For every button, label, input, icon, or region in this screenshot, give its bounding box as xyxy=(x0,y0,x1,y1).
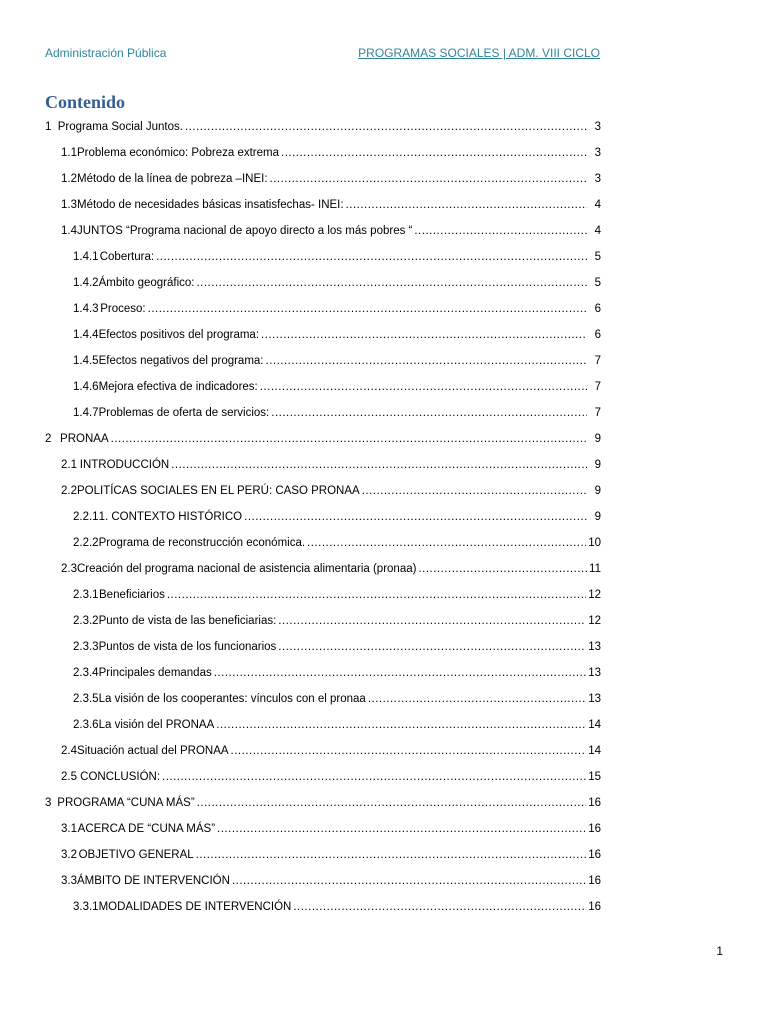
toc-entry[interactable] xyxy=(45,660,601,686)
toc-entry-page: 7 xyxy=(594,407,601,419)
toc-entry[interactable] xyxy=(45,296,601,322)
toc-entry-page: 4 xyxy=(594,225,601,237)
toc-entry-number: 2.2.1 xyxy=(73,511,99,523)
toc-entry-page: 13 xyxy=(588,641,601,653)
toc-dot-leader xyxy=(196,270,587,296)
toc-entry-text[interactable]: ACERCA DE “CUNA MÁS” xyxy=(77,823,216,835)
toc-entry[interactable] xyxy=(45,582,601,608)
toc-dot-leader xyxy=(271,400,587,426)
toc-entry-text[interactable]: Efectos positivos del programa: xyxy=(98,329,260,341)
toc-entry[interactable] xyxy=(45,348,601,374)
toc-entry-text[interactable]: Mejora efectiva de indicadores: xyxy=(98,381,258,393)
toc-entry[interactable] xyxy=(45,114,601,140)
toc-entry-number: 2.2.2 xyxy=(73,537,99,549)
toc-dot-leader xyxy=(266,348,587,374)
toc-entry[interactable] xyxy=(45,166,601,192)
toc-entry[interactable] xyxy=(45,738,601,764)
toc-entry-page: 16 xyxy=(588,849,601,861)
toc-entry-text[interactable]: La visión del PRONAA xyxy=(98,719,215,731)
toc-dot-leader xyxy=(171,452,587,478)
toc-entry-text[interactable]: Beneficiarios xyxy=(99,589,165,601)
toc-entry-text[interactable]: La visión de los cooperantes: vínculos con el pronaa xyxy=(98,693,366,705)
toc-dot-leader xyxy=(185,114,587,140)
toc-entry-text[interactable]: Principales demandas xyxy=(98,667,212,679)
toc-entry-page: 3 xyxy=(594,173,601,185)
toc-entry-number: 3.1 xyxy=(61,823,77,835)
toc-entry-text[interactable]: PROGRAMA “CUNA MÁS” xyxy=(57,797,195,809)
header-left: Administración Pública xyxy=(45,46,167,60)
toc-entry-page: 5 xyxy=(594,251,601,263)
toc-entry-text[interactable]: ÁMBITO DE INTERVENCIÓN xyxy=(77,875,230,887)
toc-entry-text[interactable]: JUNTOS “Programa nacional de apoyo directo a los más pobres “ xyxy=(77,225,413,237)
toc-dot-leader xyxy=(270,166,587,192)
table-of-contents xyxy=(45,114,601,920)
toc-entry-text[interactable]: INTRODUCCIÓN xyxy=(79,459,170,471)
toc-dot-leader xyxy=(214,660,586,686)
toc-entry-page: 14 xyxy=(588,745,601,757)
toc-entry[interactable] xyxy=(45,452,601,478)
toc-entry-text[interactable]: MODALIDADES DE INTERVENCIÓN xyxy=(98,901,292,913)
toc-entry[interactable] xyxy=(45,634,601,660)
toc-entry-text[interactable]: Cobertura: xyxy=(99,251,155,263)
toc-dot-leader xyxy=(196,842,587,868)
toc-entry-number: 2.3 xyxy=(61,563,77,575)
toc-dot-leader xyxy=(261,322,587,348)
toc-dot-leader xyxy=(111,426,587,452)
toc-entry-number: 3.3.1 xyxy=(73,901,99,913)
toc-entry[interactable] xyxy=(45,842,601,868)
toc-entry-page: 3 xyxy=(594,147,601,159)
toc-entry-text[interactable]: Método de la línea de pobreza –INEI: xyxy=(77,173,268,185)
toc-entry-number: 3 xyxy=(45,797,52,809)
toc-dot-leader xyxy=(232,868,586,894)
toc-entry[interactable] xyxy=(45,374,601,400)
toc-dot-leader xyxy=(260,374,587,400)
toc-entry-page: 10 xyxy=(588,537,601,549)
toc-entry-number: 3.3 xyxy=(61,875,77,887)
toc-entry-number: 2.3.3 xyxy=(73,641,99,653)
toc-entry-number: 1.4.7 xyxy=(73,407,99,419)
toc-dot-leader xyxy=(418,556,587,582)
toc-entry-text[interactable]: Creación del programa nacional de asistencia alimentaria (pronaa) xyxy=(77,563,417,575)
toc-entry[interactable] xyxy=(45,608,601,634)
toc-entry-page: 13 xyxy=(588,693,601,705)
page-number: 1 xyxy=(716,944,723,958)
toc-entry-page: 4 xyxy=(594,199,601,211)
toc-entry[interactable] xyxy=(45,270,601,296)
toc-entry-page: 16 xyxy=(588,875,601,887)
toc-entry-text[interactable]: Punto de vista de las beneficiarias: xyxy=(98,615,277,627)
toc-entry[interactable] xyxy=(45,764,601,790)
toc-dot-leader xyxy=(216,712,586,738)
toc-entry[interactable] xyxy=(45,686,601,712)
toc-entry-number: 1.2 xyxy=(61,173,77,185)
toc-entry-page: 11 xyxy=(589,563,601,575)
toc-entry-text[interactable]: PRONAA xyxy=(60,433,109,445)
toc-entry-number: 1 xyxy=(45,121,52,133)
toc-entry-number: 1.4.4 xyxy=(73,329,99,341)
toc-dot-leader xyxy=(368,686,586,712)
toc-dot-leader xyxy=(414,218,587,244)
toc-dot-leader xyxy=(281,140,587,166)
toc-dot-leader xyxy=(231,738,587,764)
toc-entry[interactable] xyxy=(45,218,601,244)
toc-entry-number: 2.3.4 xyxy=(73,667,99,679)
toc-entry-page: 13 xyxy=(588,667,601,679)
toc-dot-leader xyxy=(156,244,587,270)
toc-entry-number: 1.4.5 xyxy=(73,355,99,367)
toc-entry-page: 5 xyxy=(594,277,601,289)
toc-dot-leader xyxy=(162,764,586,790)
toc-dot-leader xyxy=(307,530,586,556)
toc-entry-number: 1.3 xyxy=(61,199,77,211)
toc-entry-number: 2.3.6 xyxy=(73,719,99,731)
toc-entry-page: 14 xyxy=(588,719,601,731)
toc-entry-page: 7 xyxy=(594,355,601,367)
toc-entry-text[interactable]: OBJETIVO GENERAL xyxy=(78,849,194,861)
toc-dot-leader xyxy=(362,478,587,504)
toc-entry[interactable] xyxy=(45,790,601,816)
toc-entry-text[interactable]: Proceso: xyxy=(100,303,146,315)
toc-dot-leader xyxy=(244,504,587,530)
toc-entry-text[interactable]: Puntos de vista de los funcionarios xyxy=(98,641,277,653)
toc-entry-text[interactable]: 1. CONTEXTO HISTÓRICO xyxy=(98,511,243,523)
toc-title: Contenido xyxy=(45,92,126,112)
toc-dot-leader xyxy=(217,816,586,842)
toc-entry-number: 2.2 xyxy=(61,485,77,497)
toc-entry-text[interactable]: CONCLUSIÓN: xyxy=(80,771,161,783)
toc-entry[interactable] xyxy=(45,478,601,504)
toc-entry-number: 2.3.2 xyxy=(73,615,99,627)
toc-entry-page: 15 xyxy=(588,771,601,783)
toc-entry[interactable] xyxy=(45,244,601,270)
toc-entry[interactable] xyxy=(45,816,601,842)
toc-entry-number: 2.1 xyxy=(61,459,77,471)
toc-entry-page: 7 xyxy=(594,381,601,393)
toc-entry-page: 16 xyxy=(588,901,601,913)
toc-entry-number: 1.4.1 xyxy=(73,251,99,263)
toc-entry-text[interactable]: Problemas de oferta de servicios: xyxy=(98,407,270,419)
toc-entry[interactable] xyxy=(45,140,601,166)
toc-entry-number: 2.4 xyxy=(61,745,77,757)
toc-entry[interactable] xyxy=(45,322,601,348)
toc-entry-number: 3.2 xyxy=(61,849,77,861)
toc-entry-number: 1.4.2 xyxy=(73,277,99,289)
header-right: PROGRAMAS SOCIALES | ADM. VIII CICLO xyxy=(358,46,600,60)
toc-entry-number: 1.4.3 xyxy=(73,303,99,315)
toc-dot-leader xyxy=(346,192,587,218)
toc-entry-text[interactable]: Método de necesidades básicas insatisfechas- INEI: xyxy=(77,199,344,211)
toc-entry[interactable] xyxy=(45,192,601,218)
toc-entry-page: 9 xyxy=(594,511,601,523)
toc-entry-number: 1.1 xyxy=(61,147,77,159)
toc-entry-text[interactable]: Ámbito geográfico: xyxy=(98,277,195,289)
toc-entry-text[interactable]: Programa de reconstrucción económica. xyxy=(98,537,306,549)
toc-entry-number: 2 xyxy=(45,433,52,445)
toc-entry[interactable] xyxy=(45,530,601,556)
toc-entry[interactable] xyxy=(45,400,601,426)
toc-entry-page: 16 xyxy=(588,797,601,809)
toc-entry-page: 3 xyxy=(594,121,601,133)
toc-dot-leader xyxy=(148,296,587,322)
toc-dot-leader xyxy=(197,790,587,816)
toc-entry-number: 2.3.5 xyxy=(73,693,99,705)
toc-dot-leader xyxy=(293,894,586,920)
toc-entry-page: 6 xyxy=(594,329,601,341)
toc-entry-number: 1.4 xyxy=(61,225,77,237)
toc-entry[interactable] xyxy=(45,426,601,452)
toc-entry[interactable] xyxy=(45,504,601,530)
toc-entry-page: 12 xyxy=(588,589,601,601)
toc-entry-number: 2.3.1 xyxy=(73,589,99,601)
toc-entry-page: 12 xyxy=(588,615,601,627)
toc-dot-leader xyxy=(278,634,586,660)
toc-entry-page: 9 xyxy=(594,433,601,445)
toc-entry[interactable] xyxy=(45,556,601,582)
toc-entry-number: 1.4.6 xyxy=(73,381,99,393)
toc-entry-number: 2.5 xyxy=(61,771,77,783)
toc-entry-page: 9 xyxy=(594,459,601,471)
toc-entry[interactable] xyxy=(45,712,601,738)
toc-entry-text[interactable]: Situación actual del PRONAA xyxy=(77,745,229,757)
toc-entry-text[interactable]: POLITÍCAS SOCIALES EN EL PERÚ: CASO PRONAA xyxy=(77,485,360,497)
toc-entry-text[interactable]: Efectos negativos del programa: xyxy=(98,355,264,367)
toc-entry-page: 16 xyxy=(588,823,601,835)
toc-dot-leader xyxy=(167,582,586,608)
toc-entry-page: 9 xyxy=(594,485,601,497)
toc-entry[interactable] xyxy=(45,894,601,920)
toc-entry[interactable] xyxy=(45,868,601,894)
toc-dot-leader xyxy=(278,608,586,634)
toc-entry-text[interactable]: Problema económico: Pobreza extrema xyxy=(77,147,279,159)
toc-entry-text[interactable]: Programa Social Juntos. xyxy=(57,121,183,133)
toc-entry-page: 6 xyxy=(594,303,601,315)
